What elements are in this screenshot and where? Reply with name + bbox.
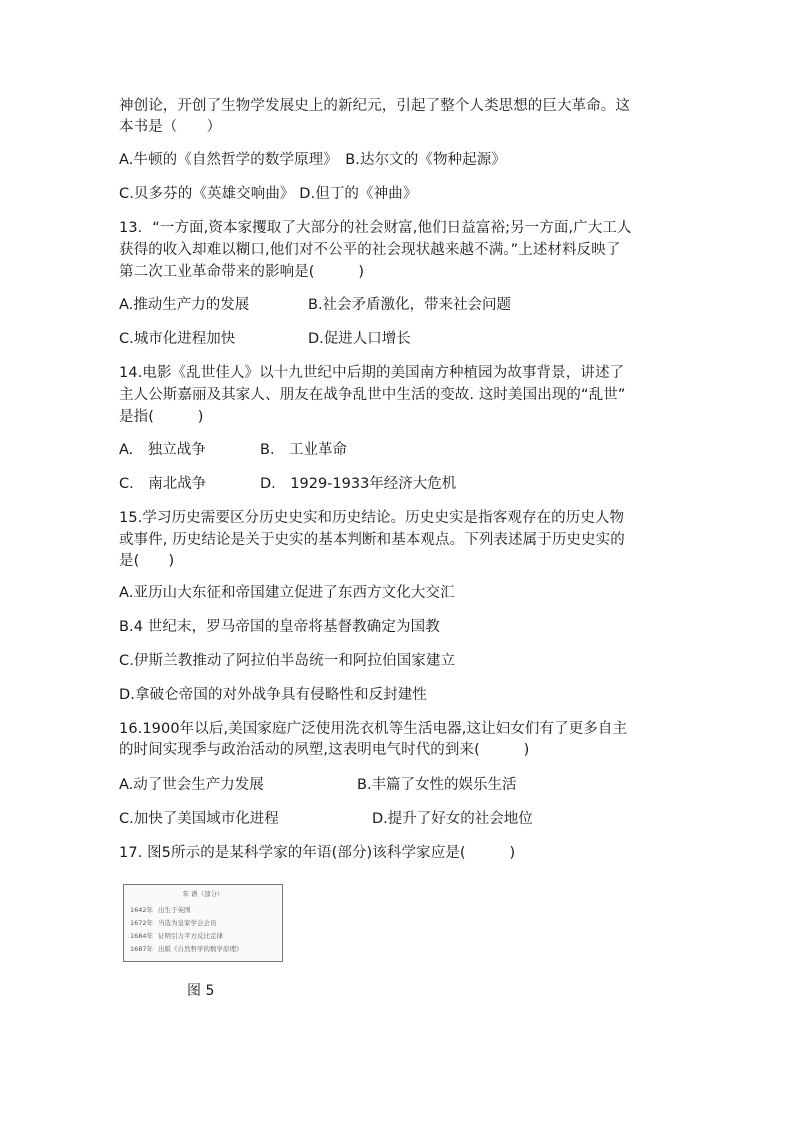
figure-row-year: 1684年: [130, 932, 154, 940]
figure-row: [130, 944, 243, 953]
q16-stem-line1: 16.1900年以后,美国家庭广泛使用洗衣机等生活电器,这让妇女们有了更多自主: [119, 721, 628, 737]
q14-stem-line3: 是指( ): [119, 409, 204, 425]
figure-title: 年 谱（部分）: [182, 890, 224, 898]
q12-stem-line1: 神创论，开创了生物学发展史上的新纪元，引起了整个人类思想的巨大革命。这: [119, 98, 630, 114]
q13-option-c: C.城市化进程加快: [119, 331, 236, 347]
figure-row-year: 1687年: [130, 945, 154, 953]
q16-option-b: B.丰篇了女性的娱乐生活: [357, 777, 517, 793]
figure-row-event: 出版《自然哲学的数学原理》: [158, 945, 243, 953]
q13-option-d: D.促进人口增长: [308, 331, 411, 347]
q13-option-a: A.推动生产力的发展: [119, 297, 250, 313]
figure-row: [130, 918, 217, 927]
q14-option-b: B. 工业革命: [260, 442, 348, 458]
chronology-figure: [123, 884, 283, 962]
q15-stem-line3: 是( ): [119, 553, 175, 569]
figure-row-year: 1672年: [130, 919, 154, 927]
q14-stem-line1: 14.电影《乱世佳人》以十九世纪中后期的美国南方种植园为故事背景，讲述了: [119, 365, 625, 381]
q17-stem-line1: 17. 图5所示的是某科学家的年语(部分)该科学家应是( ): [119, 845, 516, 861]
q16-option-a: A.动了世会生产力发展: [119, 777, 264, 793]
figure-row-event: 出生于英国: [158, 906, 191, 914]
q15-option-b: B.4 世纪末，罗马帝国的皇帝将基督教确定为国教: [119, 619, 440, 635]
figure-row: [130, 931, 223, 940]
figure-caption: 图 5: [187, 983, 215, 999]
q12-options-ab: A.牛顿的《自然哲学的数学原理》 B.达尔文的《物种起源》: [119, 152, 506, 168]
q14-option-a: A. 独立战争: [119, 442, 206, 458]
q13-stem-line1: 13．“一方面,资本家攫取了大部分的社会财富,他们日益富裕;另一方面,广大工人: [119, 220, 632, 236]
figure-row-year: 1642年: [130, 906, 154, 914]
q16-stem-line2: 的时间实现季与政治活动的夙塑,这表明电气时代的到来( ): [119, 742, 530, 758]
q15-option-d: D.拿破仑帝国的对外战争具有侵略性和反封建性: [119, 687, 427, 703]
q13-option-b: B.社会矛盾激化，带来社会问题: [308, 297, 512, 313]
q12-options-cd: C.贝多芬的《英雄交响曲》 D.但丁的《神曲》: [119, 186, 418, 202]
q13-stem-line3: 第二次工业革命带来的影响是( ): [119, 264, 365, 280]
q15-stem-line1: 15.学习历史需要区分历史史实和历史结论。历史史实是指客观存在的历史人物: [119, 510, 625, 526]
figure-row-event: 证明引力平方反比定律: [158, 932, 223, 940]
q16-option-c: C.加快了美国域市化进程: [119, 811, 279, 827]
q15-option-a: A.亚历山大东征和帝国建立促进了东西方文化大交汇: [119, 585, 455, 601]
q13-stem-line2: 获得的收入却难以糊口,他们对不公平的社会现状越来越不满。”上述材料反映了: [119, 242, 621, 258]
q12-stem-line2: 本书是（ ）: [119, 119, 222, 135]
q15-option-c: C.伊斯兰教推动了阿拉伯半岛统一和阿拉伯国家建立: [119, 653, 456, 669]
q14-option-c: C. 南北战争: [119, 476, 207, 492]
q14-option-d: D. 1929-1933年经济大危机: [260, 476, 457, 492]
figure-row-event: 当选为皇家学会会员: [158, 919, 217, 927]
q15-stem-line2: 或事件, 历史结论是关于史实的基本判断和基本观点。下列表述属于历史史实的: [119, 532, 625, 548]
q14-stem-line2: 主人公斯嘉丽及其家人、朋友在战争乱世中生活的变故. 这时美国出现的“乱世”: [119, 387, 626, 403]
figure-row: [130, 905, 191, 914]
q16-option-d: D.提升了好女的社会地位: [372, 811, 533, 827]
